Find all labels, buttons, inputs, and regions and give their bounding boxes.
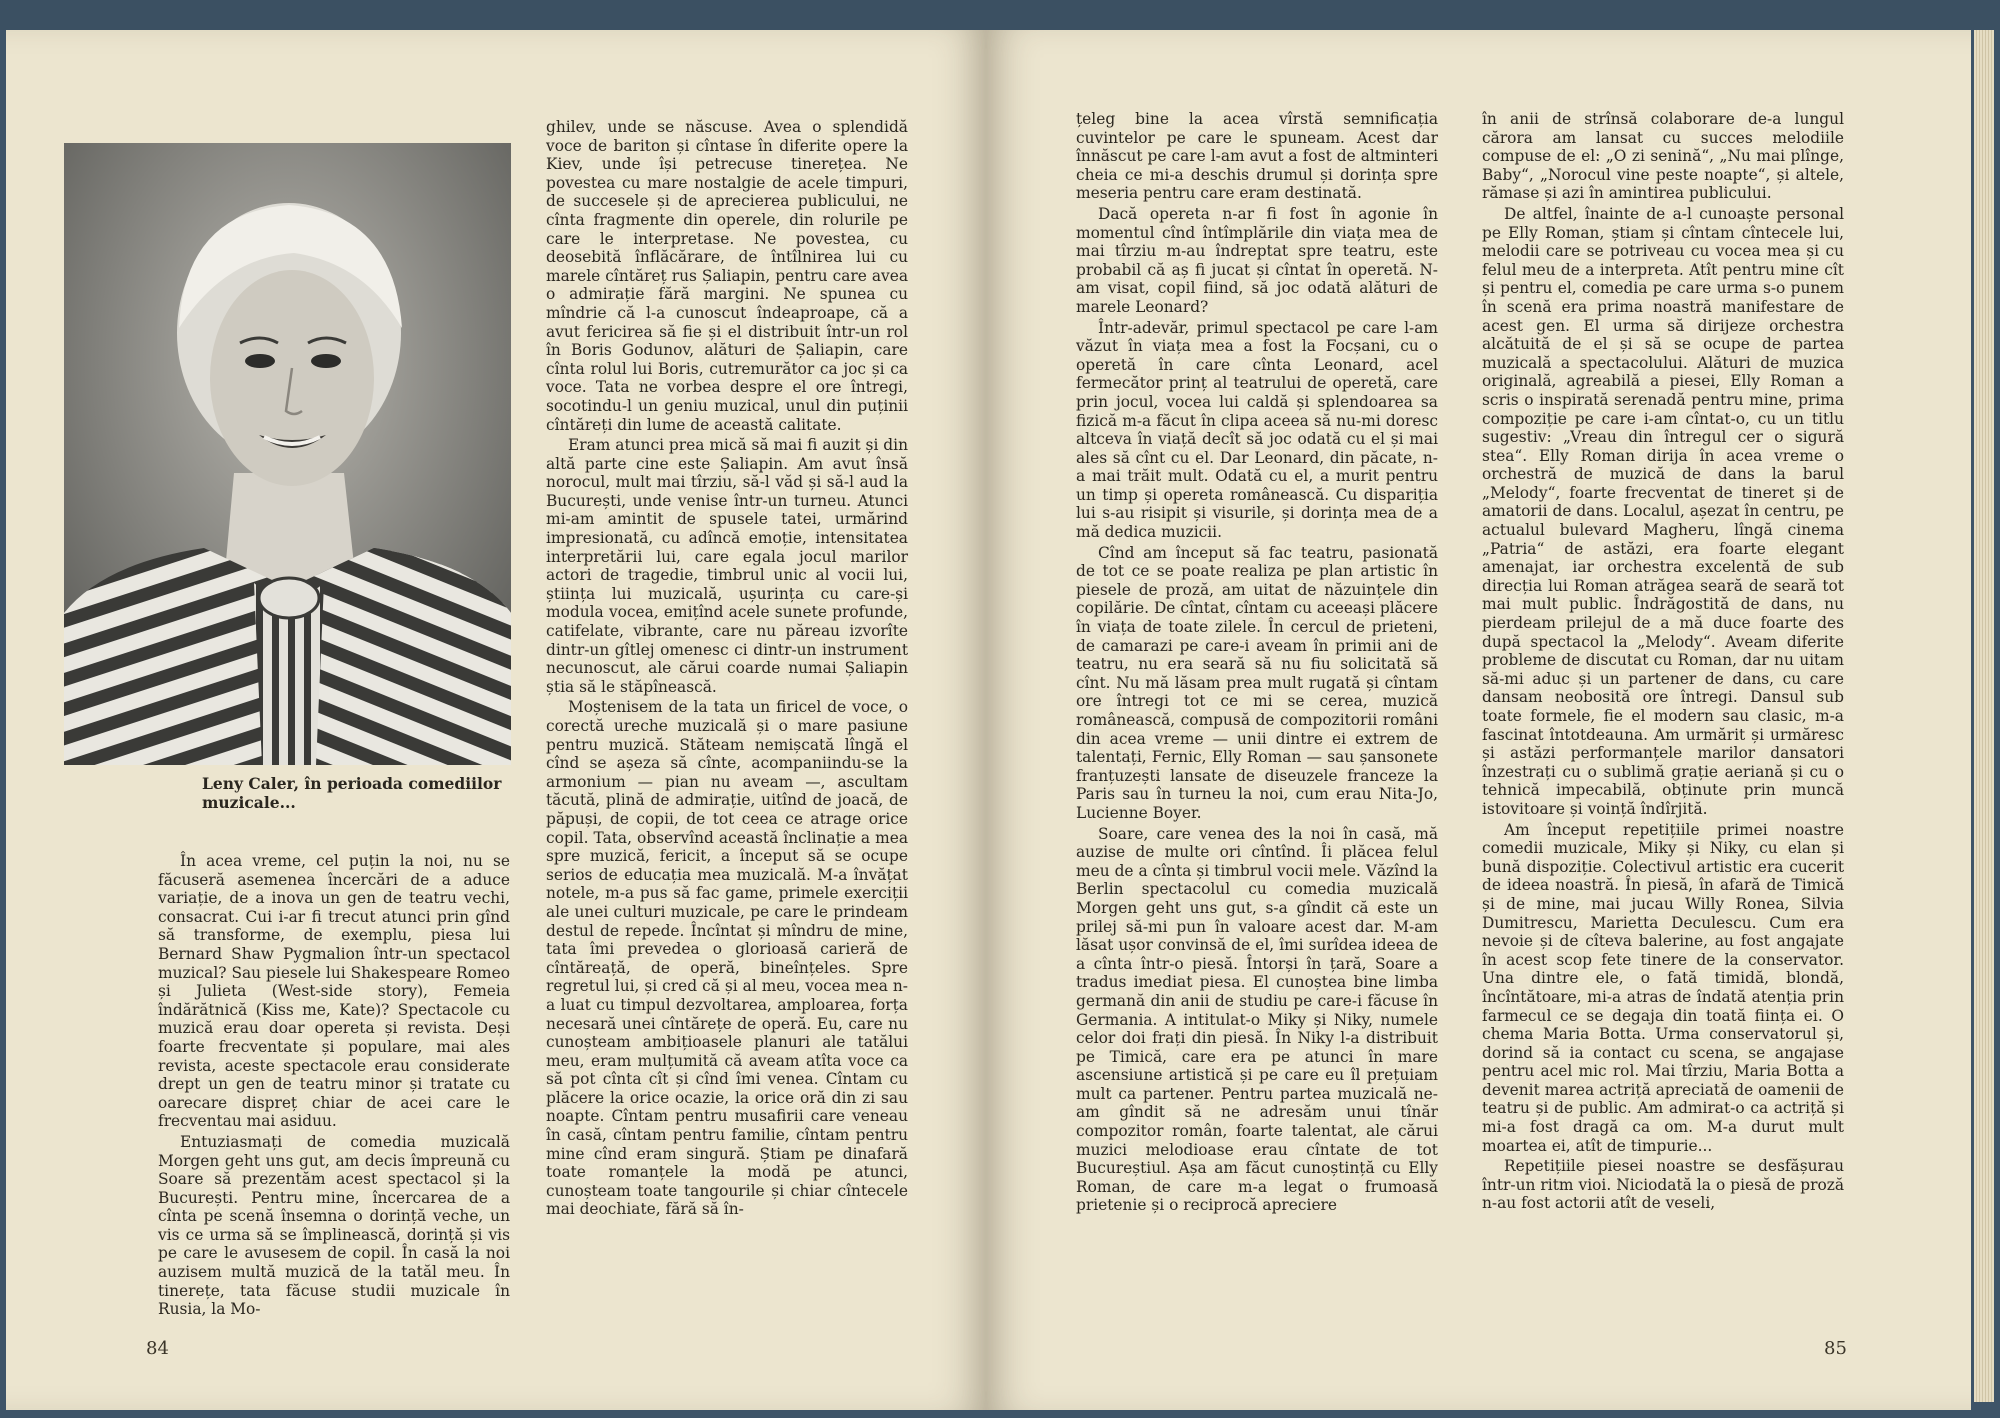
book-cover-edge xyxy=(0,0,2000,30)
paragraph: Soare, care venea des la noi în casă, mă auzise de multe ori cîntînd. Îi plăcea felul meu de a cînta și timbrul vocii mele. Văzînd la Berlin spectacolul cu comedia muzicală Morgen geht uns gut, s-a gîndit că este un prilej să-mi pun în valoare acest dar. M-am lăsat ușor convinsă de el, îmi surîdea ideea de a cînta într-o piesă. Întorși în țară, Soare a tradus imediat piesa. El cunoștea bine limba germană din anii de studiu pe care-i făcuse în Germania. A intitulat-o Miky și Niky, numele celor doi frați din piesă. În Niky l-a distribuit pe Timică, care era pe atunci în mare ascensiune artistică și pe care eu îl prețuiam mult ca partener. Pentru partea muzicală ne-am gîndit să ne adresăm unui tînăr compozitor român, foarte talentat, ale cărui muzici melodioase erau cîntate de tot Bucureștiul. Așa am făcut cunoștință cu Elly Roman, de care m-a legat o frumoasă prietenie și o reciprocă apreciere xyxy=(1076,824,1438,1215)
paragraph: Dacă opereta n-ar fi fost în agonie în momentul cînd întîmplările din viața mea de mai tîrziu m-au îndreptat spre teatru, este probabil că aș fi jucat și cîntat în operetă. N-am visat, copil fiind, să joc odată alături de marele Leonard? xyxy=(1076,204,1438,316)
photo-caption: Leny Caler, în perioada comediilor muzicale... xyxy=(202,774,502,812)
paragraph: Moștenisem de la tata un firicel de voce, o corectă ureche muzicală și o mare pasiune pentru muzică. Stăteam nemișcată lîngă el cînd se așeza să cînte, acompaniindu-se la armonium — pian nu aveam —, ascultam tăcută, plină de admirație, uitînd de joacă, de păpuși, de copii, de tot ceea ce atrage orice copil. Tata, observînd această înclinație a mea spre muzică, fericit, a început să se ocupe serios de educația mea muzicală. M-a învățat notele, m-a pus să fac game, primele exerciții ale unei culturi muzicale, pe care le prindeam destul de repede. Încîntat și mîndru de mine, tata îmi prevedea o glorioasă carieră de cîntăreață, de operă, bineînțeles. Spre regretul lui, și cred că și al meu, vocea mea n-a luat cu timpul dezvoltarea, amploarea, forța necesară unei cîntărețe de operă. Eu, care nu cunoșteam ambițioasele planuri ale tatălui meu, eram mulțumită că aveam atîta voce ca să pot cînta cît și cînd îmi venea. Cîntam cu plăcere la orice ocazie, la orice oră din zi sau noapte. Cîntam pentru musafirii care veneau în casă, cîntam pentru familie, cîntam pentru mine cînd eram singură. Știam pe dinafară toate romanțele la modă pe atunci, cunoșteam toate tangourile și chiar cîntecele mai deochiate, fără să în- xyxy=(546,698,908,1219)
page-number-right: 85 xyxy=(1824,1338,1847,1359)
paragraph: Într-adevăr, primul spectacol pe care l-am văzut în viața mea a fost la Focșani, cu o operetă în care cînta Leonard, acel fermecător prinț al teatrului de operetă, care prin jocul, vocea lui caldă și splendoarea sa fizică m-a făcut în clipa aceea să nu-mi doresc altceva în viață decît să joc odată cu el și mai ales să cînt cu el. Dar Leonard, din păcate, n-a mai trăit mult. Odată cu el, a murit pentru un timp și opereta românească. Cu dispariția lui s-au risipit și visurile, și dorința mea de a mă dedica muzicii. xyxy=(1076,318,1438,542)
left-page-column-2 xyxy=(546,118,908,1219)
paragraph: Entuziasmați de comedia muzicală Morgen geht uns gut, am decis împreună cu Soare să prezentăm acest spectacol și la București. Pentru mine, încercarea de a cînta pe scenă însemna o dorință veche, un vis ce urma să se împlinească, dorință și vis pe care le avusesem de copil. În casă la noi auzisem multă muzică de la tatăl meu. În tinerețe, tata făcuse studii muzicale în Rusia, la Mo- xyxy=(158,1132,510,1319)
paragraph: țeleg bine la acea vîrstă semnificația cuvintelor pe care le spuneam. Acest dar înnăscut pe care l-am avut a fost de altminteri cheia ce mi-a deschis drumul și dorința spre meseria pentru care eram destinată. xyxy=(1076,110,1438,203)
paragraph: Repetițiile piesei noastre se desfășurau într-un ritm vioi. Niciodată la o piesă de proză n-au fost actorii atît de veseli, xyxy=(1482,1157,1844,1213)
left-page-column-1 xyxy=(158,852,510,1319)
paragraph: În acea vreme, cel puțin la noi, nu se făcuseră asemenea încercări de a aduce variație, de a inova un gen de teatru vechi, consacrat. Cui i-ar fi trecut atunci prin gînd să transforme, de exemplu, piesa lui Bernard Shaw Pygmalion într-un spectacol muzical? Sau piesele lui Shakespeare Romeo și Julieta (West-side story), Femeia îndărătnică (Kiss me, Kate)? Spectacole cu muzică erau doar opereta și revista. Deși foarte frecventate și populare, mai ales revista, aceste spectacole erau considerate drept un gen de teatru minor și tratate cu oarecare dispreț chiar de acei care le frecventau mai asiduu. xyxy=(158,852,510,1131)
paragraph: Cînd am început să fac teatru, pasionată de tot ce se poate realiza pe plan artistic în piesele de proză, am uitat de năzuințele din copilărie. De cîntat, cîntam cu aceeași plăcere în viața de toate zilele. În cercul de prieteni, de camarazi pe care-i aveam în primii ani de teatru, nu era seară să nu fiu solicitată să cînt. Nu mă lăsam prea mult rugată și cîntam ore întregi tot ce mi se cerea, muzică românească, compusă de compozitorii români din acea vreme — unii dintre ei extrem de talentați, Fernic, Elly Roman — sau șansonete franțuzești lansate de diseuzele franceze la Paris sau în turneu la noi, cum erau Nita-Jo, Lucienne Boyer. xyxy=(1076,543,1438,822)
right-page xyxy=(986,30,1971,1410)
paragraph: De altfel, înainte de a-l cunoaște personal pe Elly Roman, știam și cîntam cîntecele lui, melodii care se potriveau cu vocea mea și cu felul meu de a interpreta. Atît pentru mine cît și pentru el, comedia pe care urma s-o punem în scenă era prima noastră manifestare de acest gen. El urma să dirijeze orchestra alcătuită de el și să se ocupe de partea muzicală a spectacolului. Alături de muzica originală, agreabilă a piesei, Elly Roman a scris o inspirată serenadă pentru mine, prima compoziție pe care i-am cîntat-o, cu un titlu sugestiv: „Vreau din întregul cer o sigură stea“. Elly Roman dirija în acea vreme o orchestră de muzică de dans la barul „Melody“, foarte frecventat de tineret și de amatorii de dans. Localul, așezat în centru, pe actualul bulevard Magheru, lîngă cinema „Patria“ de astăzi, era foarte elegant amenajat, iar orchestra excelentă de sub direcția lui Roman atrăgea seară de seară tot mai mult public. Îndrăgostită de dans, nu pierdeam prilejul de a mă duce foarte des după spectacol la „Melody“. Aveam diferite probleme de discutat cu Roman, dar nu uitam să-mi aduc și un partener de dans, cu care dansam neobosită ore întregi. Dansul sub toate formele, fie el modern sau clasic, m-a fascinat întotdeauna. Am urmărit și urmăresc și astăzi performanțele marilor dansatori înzestrați cu o sublimă grație aeriană și cu o tehnică impecabilă, obținute prin muncă istovitoare și voință îndîrjită. xyxy=(1482,204,1844,818)
page-edges xyxy=(1974,30,1994,1402)
portrait-image xyxy=(64,143,511,765)
page-number-left: 84 xyxy=(146,1338,169,1359)
right-page-column-1 xyxy=(1076,110,1438,1215)
left-page xyxy=(6,30,986,1410)
paragraph: Am început repetițiile primei noastre comedii muzicale, Miky și Niky, cu elan și bună dispoziție. Colectivul artistic era cucerit de ideea noastră. În piesă, în afară de Timică și de mine, mai jucau Willy Ronea, Silvia Dumitrescu, Marietta Deculescu. Cum era nevoie și de cîteva balerine, au fost angajate în acest scop fete tinere de la conservator. Una dintre ele, o fată timidă, blondă, încîntătoare, mi-a atras de îndată atenția prin farmecul ce se degaja din toată ființa ei. O chema Maria Botta. Urma conservatorul și, dorind să ia contact cu scena, se angajase pentru acel mic rol. Mai tîrziu, Maria Botta a devenit marea actriță apreciată de oamenii de teatru și de public. Am admirat-o ca actriță și mi-a fost dragă ca om. M-a durut mult moartea ei, atît de timpurie... xyxy=(1482,820,1844,1155)
right-page-column-2 xyxy=(1482,110,1844,1213)
portrait-photo xyxy=(64,143,511,765)
paragraph: Eram atunci prea mică să mai fi auzit și din altă parte cine este Șaliapin. Am avut însă norocul, mult mai tîrziu, să-l văd și să-l aud la București, unde venise într-un turneu. Atunci mi-am amintit de spusele tatei, urmărind impresionată, cu adîncă emoție, intensitatea interpretării lui, care egala jocul marilor actori de tragedie, timbrul unic al vocii lui, știința lui muzicală, ușurința cu care-și modula vocea, emițînd acele sunete profunde, catifelate, vibrante, care nu păreau izvorîte dintr-un gîtlej omenesc ci dintr-un instrument necunoscut, ale cărui coarde numai Șaliapin știa să le stăpînească. xyxy=(546,436,908,696)
paragraph: ghilev, unde se născuse. Avea o splendidă voce de bariton și cîntase în diferite opere la Kiev, unde își petrecuse tinerețea. Ne povestea cu mare nostalgie de acele timpuri, de succesele și de aprecierea publicului, ne cînta fragmente din operele, din rolurile pe care le interpretase. Ne povestea, cu deosebită înflăcărare, de întîlnirea lui cu marele cîntăreț rus Șaliapin, pentru care avea o admirație fără margini. Ne spunea cu mîndrie că l-a cunoscut îndeaproape, că a avut fericirea să fie și el distribuit într-un rol în Boris Godunov, alături de Șaliapin, care cînta rolul lui Boris, cutremurător ca joc și ca voce. Tata ne vorbea despre el ore întregi, socotindu-l un geniu muzical, unul din puținii cîntăreți din lume de această calitate. xyxy=(546,118,908,434)
paragraph: în anii de strînsă colaborare de-a lungul cărora am lansat cu succes melodiile compuse de el: „O zi senină“, „Nu mai plînge, Baby“, „Norocul vine peste noapte“, și altele, rămase și azi în amintirea publicului. xyxy=(1482,110,1844,203)
